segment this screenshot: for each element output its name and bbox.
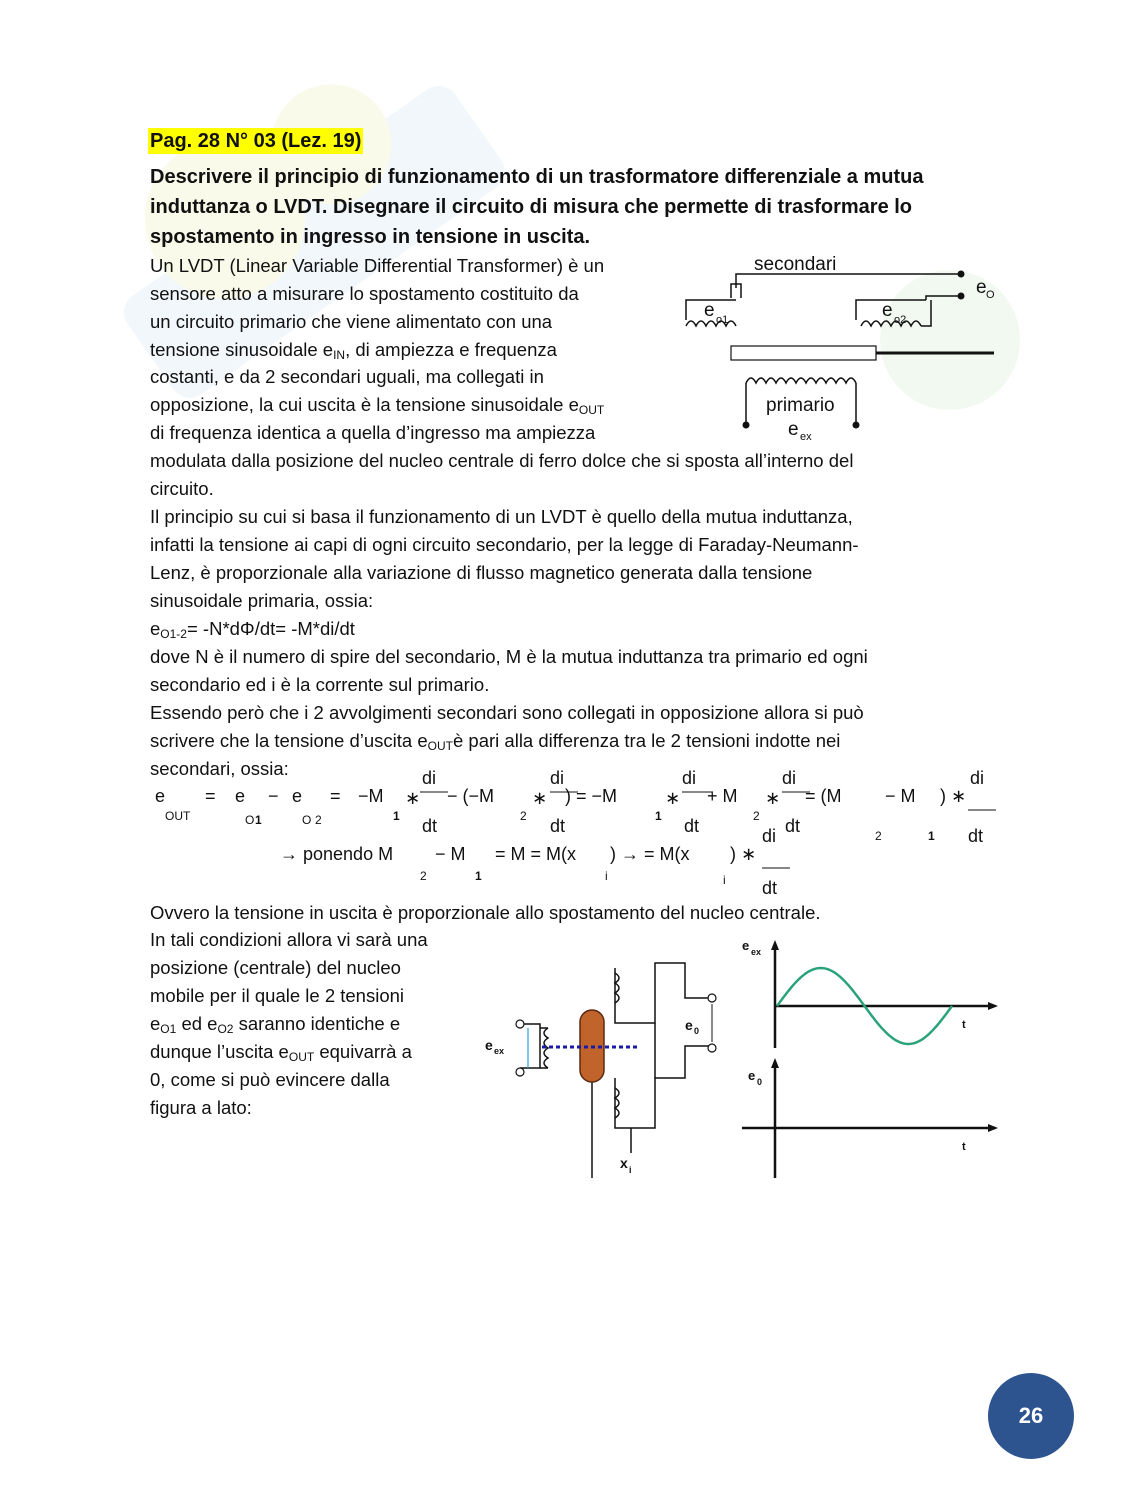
- label-eex-input-sub: ex: [494, 1046, 505, 1056]
- eq-minus: −: [268, 786, 279, 806]
- paragraph-line: Il principio su cui si basa il funzionamento di un LVDT è quello della mutua induttanza,: [150, 506, 853, 527]
- paragraph-line: scrivere che la tensione d’uscita $e_{OUT}è$ pari alla differenza tra le 2 tensioni indotte nei: [150, 730, 841, 753]
- label-primario: primario: [766, 395, 835, 416]
- plot-label-eex: e: [742, 938, 750, 953]
- eq-paren-neg: − (−M: [447, 786, 495, 806]
- paragraph-line: dunque l’uscita $e_{OUT}$ equivarrà a: [150, 1041, 412, 1064]
- eq-sub-i: i: [723, 873, 726, 887]
- eq-sub-1: 1: [393, 809, 400, 823]
- eq-di: di: [762, 826, 777, 846]
- eq-eq2: = (M: [805, 786, 842, 806]
- eq-sub-2: 2: [520, 809, 527, 823]
- eq-e: e: [155, 786, 166, 806]
- eq-dt: dt: [968, 826, 984, 846]
- eq-sub-2: 2: [315, 813, 322, 827]
- label-secondari: secondari: [754, 254, 837, 275]
- paragraph-line: dove N è il numero di spire del secondario, M è la mutua induttanza tra primario ed ogni: [150, 646, 868, 667]
- eq-equals: =: [205, 786, 216, 806]
- paragraph-line: 0, come si può evincere dalla: [150, 1069, 390, 1090]
- plot-label-t: t: [962, 1019, 966, 1031]
- eq-sub-2: 2: [875, 829, 882, 843]
- eq-neg-m: −M: [358, 786, 384, 806]
- question-text: Descrivere il principio di funzionamento di un trasformatore differenziale a mutua induttanza o LVDT. Disegnare il circuito di misura che permette di trasformare lo spostamento in ingresso in tensione in uscita.: [150, 166, 924, 248]
- label-eo-sub: O: [986, 289, 995, 301]
- label-eo1-sub: o1: [716, 314, 729, 326]
- formula-faraday: $e_{O1-2}= -N*d\Phi/dt= -M*di/dt$: [150, 618, 355, 641]
- eq-minus-m: − M: [885, 786, 916, 806]
- eq-star: ∗: [532, 788, 548, 808]
- paragraph-line: opposizione, la cui uscita è la tensione sinusoidale $e_{OUT}$: [150, 394, 605, 417]
- eq-sub-i: i: [605, 869, 608, 883]
- eq-di: di: [422, 768, 437, 788]
- eq-sub-1: 1: [928, 829, 935, 843]
- eq-dt: dt: [762, 878, 778, 898]
- eq-dt: dt: [550, 816, 566, 836]
- paragraph-line: tensione sinusoidale $e_{IN}$, di ampiezza e frequenza: [150, 339, 557, 362]
- eq-di: di: [782, 768, 797, 788]
- plot-label-t: t: [962, 1141, 966, 1153]
- paragraph-line: infatti la tensione ai capi di ogni circuito secondario, per la legge di Faraday-Neumann-: [150, 534, 859, 555]
- eq-sub-1: 1: [655, 809, 662, 823]
- paragraph-line: mobile per il quale le 2 tensioni: [150, 985, 405, 1006]
- paragraph-line: sinusoidale primaria, ossia:: [150, 590, 374, 611]
- paragraph-line: secondari, ossia:: [150, 758, 289, 779]
- paragraph-line: Lenz, è proporzionale alla variazione di flusso magnetico generata dalla tensione: [150, 562, 813, 583]
- eq-sub-o1: O: [245, 813, 255, 827]
- paragraph-line: un circuito primario che viene alimentato con una: [150, 311, 553, 332]
- plot-label-e0-sub: 0: [757, 1077, 763, 1087]
- eq-dt: dt: [684, 816, 700, 836]
- eq-close2: ) ∗: [940, 786, 967, 806]
- lvdt-schematic: [676, 248, 998, 448]
- eq-dt: dt: [785, 816, 801, 836]
- lvdt-output-figure: [480, 928, 1000, 1180]
- label-xi: x: [620, 1155, 628, 1171]
- paragraph-line: Un LVDT (Linear Variable Differential Transformer) è un: [150, 255, 605, 276]
- eq-line2-arrow: ) → = M(x: [610, 844, 690, 864]
- eq-line2-prefix: → ponendo M: [280, 844, 394, 864]
- eq-sub-o2: O: [302, 813, 312, 827]
- paragraph-line: costanti, e da 2 secondari uguali, ma collegati in: [150, 366, 544, 387]
- paragraph-line: secondario ed i è la corrente sul primario.: [150, 674, 490, 695]
- page-number-badge: 26: [988, 1373, 1074, 1459]
- eq-star: ∗: [765, 788, 781, 808]
- plot-label-e0: e: [748, 1068, 756, 1083]
- label-e0-output: e: [685, 1017, 693, 1033]
- eq-sub-out: OUT: [165, 809, 191, 823]
- eq-paren-close: ) = −M: [565, 786, 618, 806]
- eq-di: di: [682, 768, 697, 788]
- label-eex: e: [788, 419, 799, 440]
- paragraph-line: sensore atto a misurare lo spostamento costituito da: [150, 283, 579, 304]
- eq-sub-1: 1: [475, 869, 482, 883]
- eq-plus-m: + M: [707, 786, 738, 806]
- plot-label-eex-sub: ex: [751, 947, 762, 957]
- eq-star: ∗: [665, 788, 681, 808]
- eq-e: e: [235, 786, 246, 806]
- eq-equals: =: [330, 786, 341, 806]
- eq-star: ∗: [405, 788, 421, 808]
- paragraph-line: Ovvero la tensione in uscita è proporzionale allo spostamento del nucleo centrale.: [150, 902, 821, 923]
- label-eo1: e: [704, 300, 715, 321]
- eq-sub-1: 1: [255, 813, 262, 827]
- paragraph-line: Essendo però che i 2 avvolgimenti secondari sono collegati in opposizione allora si può: [150, 702, 864, 723]
- label-eo2-sub: o2: [894, 314, 907, 326]
- paragraph-line: circuito.: [150, 478, 214, 499]
- eq-di: di: [550, 768, 565, 788]
- eq-line2-end: ) ∗: [730, 844, 757, 864]
- eq-line2-eq: = M = M(x: [495, 844, 577, 864]
- label-eo2: e: [882, 300, 893, 321]
- label-eo: e: [976, 277, 987, 298]
- paragraph-line: $e_{O1}$ ed $e_{O2}$ saranno identiche e: [150, 1013, 401, 1036]
- eq-di: di: [970, 768, 985, 788]
- paragraph-line: modulata dalla posizione del nucleo centrale di ferro dolce che si sposta all’interno del: [150, 450, 854, 471]
- label-eex-sub: ex: [800, 431, 812, 443]
- paragraph-line: figura a lato:: [150, 1097, 252, 1118]
- paragraph-line: In tali condizioni allora vi sarà una: [150, 929, 428, 950]
- label-xi-sub: i: [629, 1165, 632, 1175]
- eq-e: e: [292, 786, 303, 806]
- exercise-reference: Pag. 28 N° 03 (Lez. 19): [150, 130, 362, 152]
- eq-sub-2: 2: [753, 809, 760, 823]
- eq-dt: dt: [422, 816, 438, 836]
- paragraph-line: posizione (centrale) del nucleo: [150, 957, 401, 978]
- eq-line2-mid: − M: [435, 844, 466, 864]
- label-e0-output-sub: 0: [694, 1026, 700, 1036]
- eq-sub-2: 2: [420, 869, 427, 883]
- label-eex-input: e: [485, 1037, 493, 1053]
- equation: [150, 762, 1000, 904]
- paragraph-line: di frequenza identica a quella d’ingresso ma ampiezza: [150, 422, 596, 443]
